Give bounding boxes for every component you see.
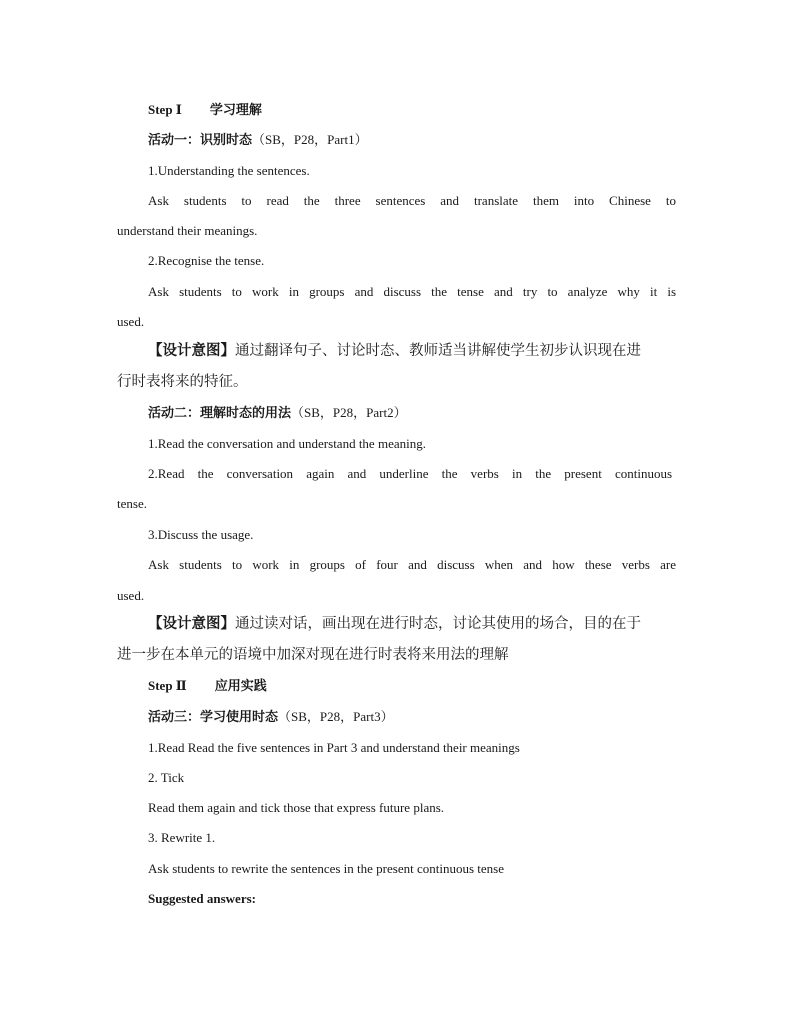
activity2-item1: 1.Read the conversation and understand the meaning. <box>148 436 426 451</box>
suggested-answers-label: Suggested answers: <box>148 891 256 906</box>
design-intent-2-tag: 【设计意图】 <box>148 616 235 632</box>
activity1-heading <box>148 132 708 149</box>
activity2-ref: （SB，P28，Part2） <box>291 405 407 420</box>
step1-title: 学习理解 <box>209 103 262 118</box>
design-intent-2-line1 <box>148 616 678 632</box>
design-intent-2-text-a: 通过读对话，画出现在进行时态，讨论其使用的场合，目的在于 <box>235 616 641 632</box>
activity2-heading <box>148 405 708 422</box>
activity2-item4-line2: used. <box>117 588 145 603</box>
step2-label: Step Ⅱ <box>148 678 187 693</box>
design-intent-2-line2: 进一步在本单元的语境中加深对现在进行时表将来用法的理解 <box>117 647 509 663</box>
activity3-item2: 2. Tick <box>148 770 185 785</box>
activity3-item4: 3. Rewrite 1. <box>148 830 216 845</box>
activity2-item2-line2: tense. <box>117 496 147 511</box>
step2-title: 应用实践 <box>214 679 267 694</box>
step2-heading <box>148 678 708 695</box>
activity2-title: 活动二：理解时态的用法 <box>148 406 292 421</box>
activity1-item4-line2: used. <box>117 314 145 329</box>
design-intent-1-line2: 行时表将来的特征。 <box>117 374 248 390</box>
activity3-item5: Ask students to rewrite the sentences in the present continuous tense <box>148 861 504 876</box>
activity1-item3: 2.Recognise the tense. <box>148 253 265 268</box>
design-intent-1-line1 <box>148 343 678 359</box>
activity1-item1: 1.Understanding the sentences. <box>148 163 310 178</box>
activity2-item3: 3.Discuss the usage. <box>148 527 254 542</box>
activity3-title: 活动三：学习使用时态 <box>148 710 279 725</box>
activity1-ref: （SB，P28，Part1） <box>252 132 368 147</box>
design-intent-1-text-a: 通过翻译句子、讨论时态、教师适当讲解使学生初步认识现在进 <box>235 343 641 359</box>
activity1-item4-line1: Ask students to work in groups and discuss the tense and try to analyze why it is <box>148 284 676 299</box>
design-intent-1-tag: 【设计意图】 <box>148 343 235 359</box>
activity3-ref: （SB，P28，Part3） <box>278 709 394 724</box>
step1-heading <box>148 102 708 119</box>
activity2-item4-line1: Ask students to work in groups of four and discuss when and how these verbs are <box>148 557 676 572</box>
activity1-item2-line2: understand their meanings. <box>117 223 258 238</box>
activity3-item3: Read them again and tick those that express future plans. <box>148 800 445 815</box>
activity1-title: 活动一：识别时态 <box>148 133 253 148</box>
activity2-item2-line1: 2.Read the conversation again and underline the verbs in the present continuous <box>148 466 672 481</box>
step1-label: Step Ⅰ <box>148 102 182 117</box>
activity3-heading <box>148 709 708 726</box>
activity1-item2-line1: Ask students to read the three sentences and translate them into Chinese to <box>148 193 676 208</box>
activity3-item1: 1.Read Read the five sentences in Part 3 and understand their meanings <box>148 740 520 755</box>
